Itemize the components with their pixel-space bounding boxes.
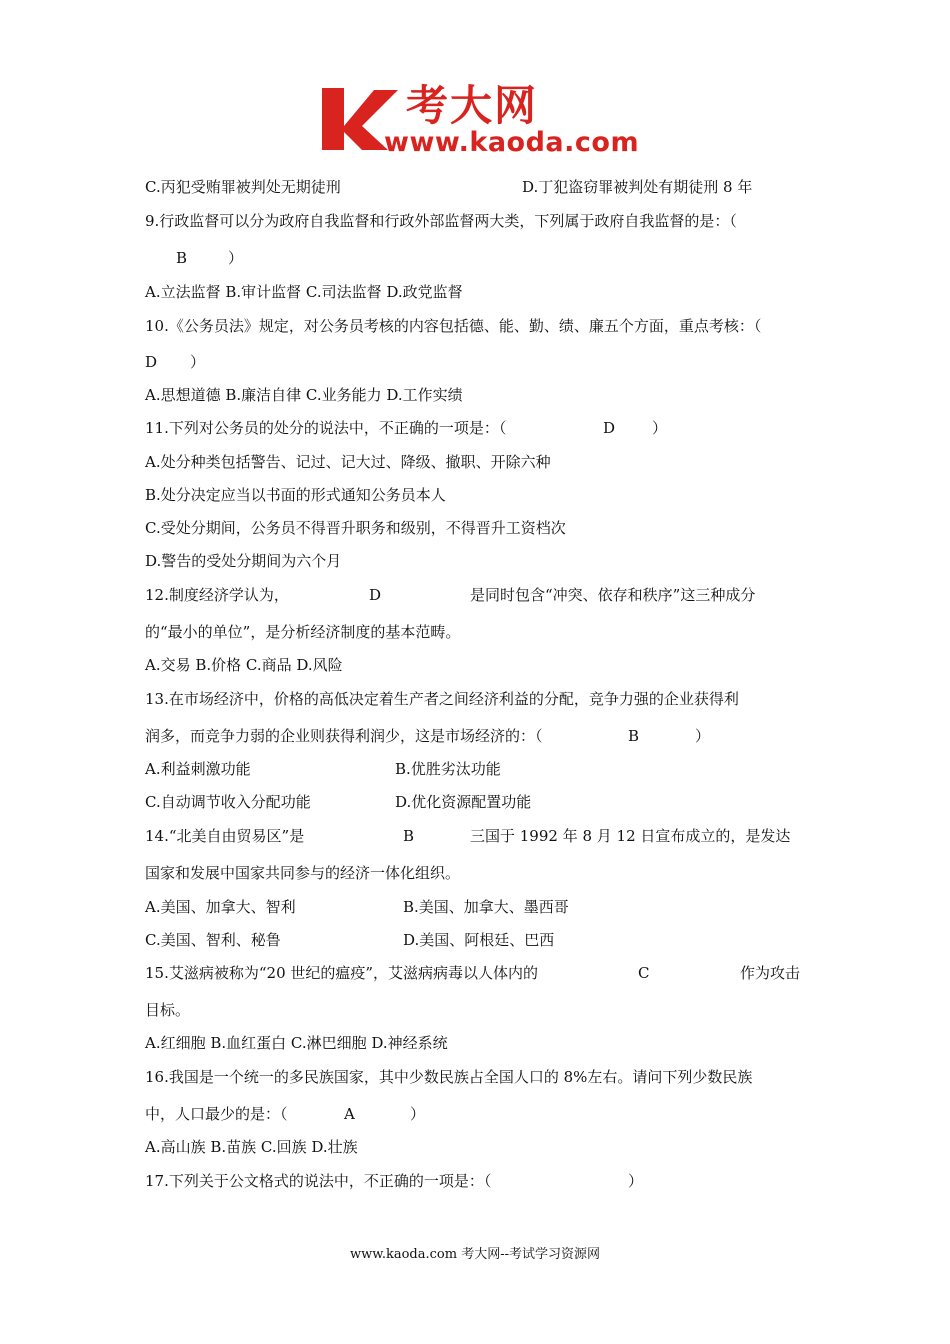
question-line: 14.“北美自由贸易区”是 bbox=[145, 827, 305, 845]
option-line: C.美国、智利、秘鲁 bbox=[145, 931, 281, 949]
question-line: 润多，而竞争力弱的企业则获得利润少，这是市场经济的：（ bbox=[145, 727, 543, 745]
option-line: A.立法监督 B.审计监督 C.司法监督 D.政党监督 bbox=[145, 283, 463, 301]
question-line: ） bbox=[652, 419, 668, 437]
option-line: A.思想道德 B.廉洁自律 C.业务能力 D.工作实绩 bbox=[145, 386, 463, 404]
question-line: 13.在市场经济中，价格的高低决定着生产者之间经济利益的分配，竞争力强的企业获得利 bbox=[145, 690, 739, 708]
question-line: 的“最小的单位”，是分析经济制度的基本范畴。 bbox=[145, 623, 461, 641]
page-footer: www.kaoda.com 考大网--考试学习资源网 bbox=[350, 1247, 600, 1262]
question-line: ） bbox=[410, 1105, 426, 1123]
answer-mark: B bbox=[628, 727, 640, 745]
option-line: C.受处分期间，公务员不得晋升职务和级别，不得晋升工资档次 bbox=[145, 519, 566, 537]
option-line: A.交易 B.价格 C.商品 D.风险 bbox=[145, 656, 343, 674]
option-line: D.美国、阿根廷、巴西 bbox=[403, 931, 555, 949]
option-line: B.处分决定应当以书面的形式通知公务员本人 bbox=[145, 486, 446, 504]
option-line: D.优化资源配置功能 bbox=[395, 793, 532, 811]
kaoda-logo[interactable] bbox=[318, 82, 648, 160]
answer-mark: D bbox=[603, 419, 616, 437]
question-line: ） bbox=[190, 353, 206, 371]
question-line: ） bbox=[695, 727, 711, 745]
logo-url: www.kaoda.com bbox=[384, 127, 640, 158]
option-line: D.警告的受处分期间为六个月 bbox=[145, 552, 342, 570]
question-line: 是同时包含“冲突、依存和秩序”这三种成分 bbox=[470, 586, 756, 604]
answer-mark: A bbox=[344, 1105, 355, 1123]
answer-mark: D bbox=[145, 353, 158, 371]
question-line: 作为攻击 bbox=[740, 964, 801, 982]
option-line: A.红细胞 B.血红蛋白 C.淋巴细胞 D.神经系统 bbox=[145, 1034, 448, 1052]
answer-mark: D bbox=[369, 586, 382, 604]
question-line: 三国于 1992 年 8 月 12 日宣布成立的，是发达 bbox=[470, 827, 791, 845]
question-line: 17.下列关于公文格式的说法中，不正确的一项是：（ bbox=[145, 1172, 492, 1190]
question-line: 11.下列对公务员的处分的说法中，不正确的一项是：（ bbox=[145, 419, 507, 437]
option-line: A.美国、加拿大、智利 bbox=[145, 898, 296, 916]
question-line: D.丁犯盗窃罪被判处有期徒刑 8 年 bbox=[522, 178, 753, 196]
answer-mark: B bbox=[176, 249, 188, 267]
option-line: A.高山族 B.苗族 C.回族 D.壮族 bbox=[145, 1138, 358, 1156]
question-line: C.丙犯受贿罪被判处无期徒刑 bbox=[145, 178, 341, 196]
question-line: 16.我国是一个统一的多民族国家，其中少数民族占全国人口的 8%左右。请问下列少数民族 bbox=[145, 1068, 753, 1086]
answer-mark: C bbox=[638, 964, 650, 982]
question-line: 12.制度经济学认为， bbox=[145, 586, 289, 604]
question-line: ） bbox=[628, 1172, 644, 1190]
question-line: 9.行政监督可以分为政府自我监督和行政外部监督两大类，下列属于政府自我监督的是：（ bbox=[145, 212, 737, 230]
option-line: A.处分种类包括警告、记过、记大过、降级、撤职、开除六种 bbox=[145, 453, 551, 471]
option-line: A.利益刺激功能 bbox=[145, 760, 251, 778]
option-line: C.自动调节收入分配功能 bbox=[145, 793, 311, 811]
question-line: 国家和发展中国家共同参与的经济一体化组织。 bbox=[145, 864, 461, 882]
question-line: 目标。 bbox=[145, 1001, 191, 1019]
logo-title: 考大网 bbox=[406, 81, 539, 130]
option-line: B.美国、加拿大、墨西哥 bbox=[403, 898, 569, 916]
question-line: ） bbox=[228, 249, 244, 267]
question-line: 10.《公务员法》规定，对公务员考核的内容包括德、能、勤、绩、廉五个方面，重点考核：（ bbox=[145, 317, 762, 335]
question-line: 中，人口最少的是：（ bbox=[145, 1105, 288, 1123]
answer-mark: B bbox=[403, 827, 415, 845]
option-line: B.优胜劣汰功能 bbox=[395, 760, 501, 778]
question-line: 15.艾滋病被称为“20 世纪的瘟疫”，艾滋病病毒以人体内的 bbox=[145, 964, 539, 982]
